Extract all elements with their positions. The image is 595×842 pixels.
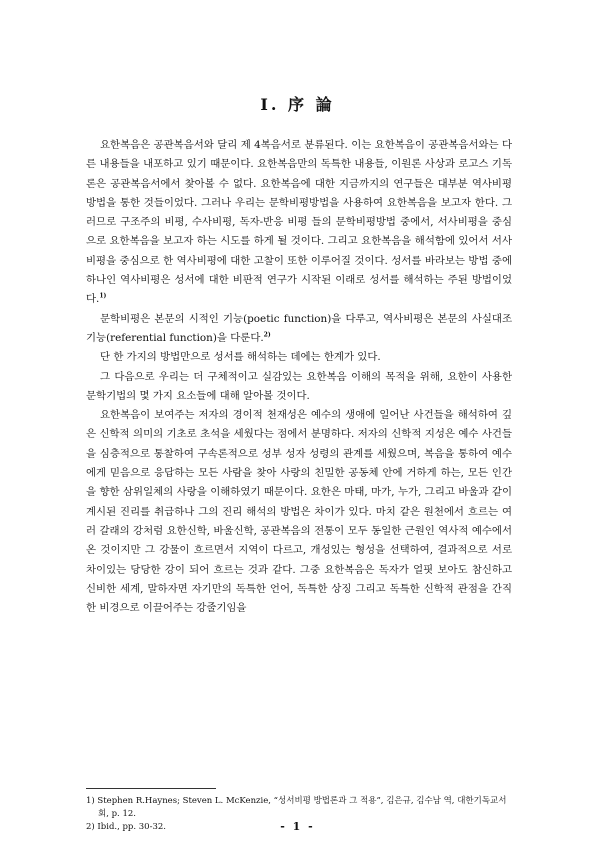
paragraph-text: 요한복음은 공관복음서와 달리 제 4복음서로 분류된다. 이는 요한복음이 공관복음서와는 다른 내용들을 내포하고 있기 때문이다. 요한복음만의 독특한 내용들, 이원론 사상과 로고스 기독론은 공관복음서에서 찾아볼 수 없다. 요한복음에 대한 지금까지의 연구들은 대부분 역사비평 방법을 통한 것들이었다. 그러나 우리는 문학비평방법을 사용하여 요한복음을 보고자 한다. 그러므로 구조주의 비평, 수사비평, 독자-반응 비평 들의 문학비평방법 중에서, 서사비평을 중심으로 요한복음을 보고자 하는 시도를 하게 될 것이다. 그리고 요한복음을 해석함에 있어서 서사비평을 중심으로 한 역사비평에 대한 고찰이 또한 이루어질 것이다. 성서를 바라보는 방법 중에 하나인 역사비평은 성서에 대한 비판적 연구가 시작된 이래로 성서를 해석하는 주된 방법이었다. [86, 139, 512, 306]
paragraph-text: 그 다음으로 우리는 더 구체적이고 실감있는 요한복음 이해의 목적을 위해, 요한이 사용한 문학기법의 몇 가지 요소들에 대해 알아볼 것이다. [86, 370, 512, 402]
paragraph [86, 368, 512, 407]
section-title: I. 序 論 [260, 95, 335, 114]
paragraph [86, 348, 512, 367]
footnote-divider [86, 788, 216, 789]
paragraph-text: 요한복음이 보여주는 저자의 경이적 천재성은 예수의 생애에 일어난 사건들을 해석하여 깊은 신학적 의미의 기초로 초석을 세웠다는 점에서 분명하다. 저자의 신학적 지성은 예수 사건들을 심층적으로 통찰하여 구속론적으로 성부 성자 성령의 관계를 세웠으며, 복음을 통하여 예수에게 믿음으로 응답하는 모든 사람을 찾아 사랑의 친밀한 공동체 안에 거하게 하는, 모든 인간을 향한 삼위일체의 사랑을 이해하였기 때문이다. 요한은 마태, 마가, 누가, 그리고 바울과 같이 계시된 진리를 취급하나 그의 진리 해석의 방법은 차이가 있다. 마치 같은 원천에서 흐르는 여러 갈래의 강처럼 요한신학, 바울신학, 공관복음의 전통이 모두 동일한 근원인 역사적 예수에서 온 것이지만 그 강물이 흐르면서 지역이 다르고, 개성있는 형성을 선택하여, 결과적으로 서로 차이있는 당당한 강이 되어 흐르는 것과 같다. 그중 요한복음은 독자가 얼핏 보아도 참신하고 신비한 세계, 말하자면 자기만의 독특한 언어, 독특한 상징 그리고 독특한 신학적 관점을 간직한 비경으로 이끌어주는 강줄기임을 [86, 409, 512, 615]
paragraph [86, 310, 512, 349]
page-number: - 1 - [280, 820, 315, 833]
body-text [86, 136, 512, 618]
footnote-item: 1) Stephen R.Haynes; Steven L. McKenzie, “성서비평 방법론과 그 적용”, 김은규, 김수남 역, 대한기독교서회, p. 12. [86, 796, 507, 819]
paragraph [86, 136, 512, 310]
footnote-item: 2) Ibid., pp. 30-32. [86, 822, 166, 832]
footnote-reference[interactable]: 1) [99, 292, 107, 300]
paragraph [86, 406, 512, 618]
paragraph-text: 문학비평은 본문의 시적인 기능(poetic function)을 다루고, 역사비평은 본문의 사실대조 기능(referential function)을 다룬다. [86, 312, 512, 344]
paragraph-text: 단 한 가지의 방법만으로 성서를 해석하는 데에는 한계가 있다. [100, 351, 381, 364]
footnote-reference[interactable]: 2) [263, 331, 271, 339]
